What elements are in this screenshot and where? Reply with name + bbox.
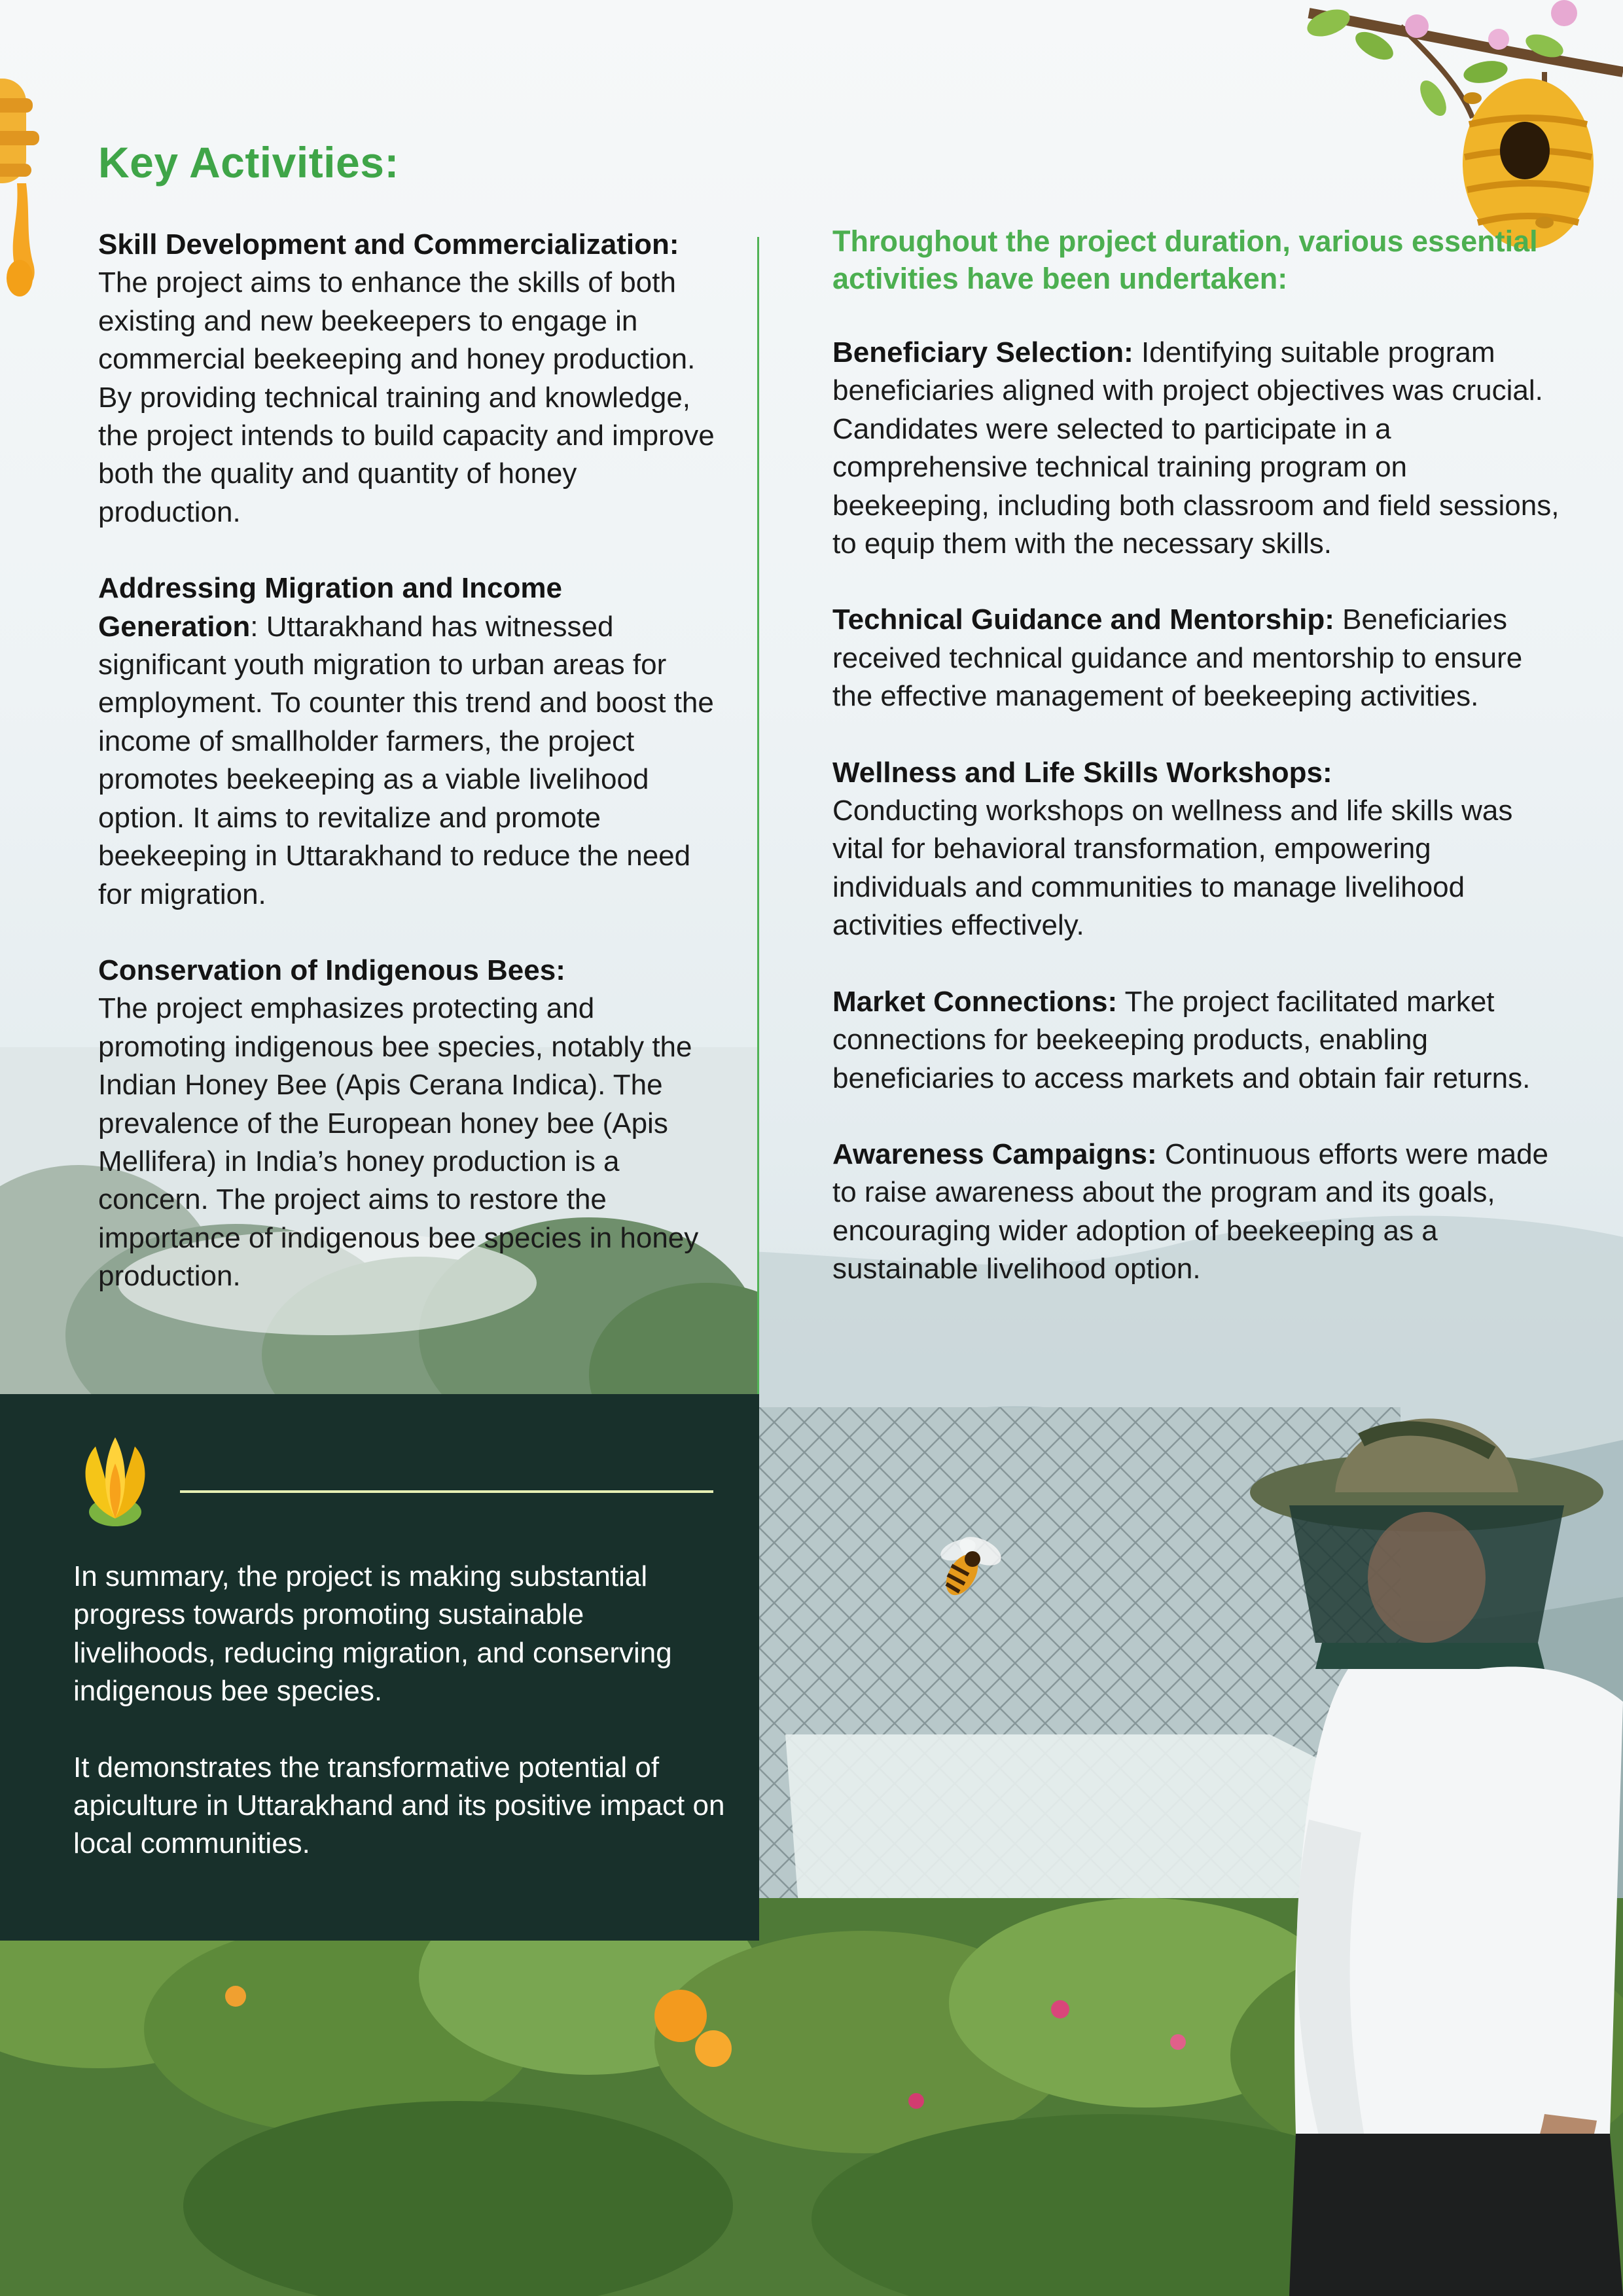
summary-paragraph: In summary, the project is making substantial progress towards promoting sustainable livelihoods, reducing migration, and conserving indigenous bee species. [73,1560,672,1708]
section-market-connections [832,983,1565,1098]
page-title: Key Activities: [98,138,399,187]
section-heading: Skill Development and Commercialization: [98,228,679,260]
column-divider [757,237,759,1394]
summary-text [73,1558,728,1901]
beekeeper-figure [1230,1361,1623,2296]
left-column [98,226,726,1334]
section-conservation [98,952,726,1296]
section-awareness-campaigns [832,1136,1565,1289]
section-wellness-workshops [832,754,1565,945]
summary-paragraph: It demonstrates the transformative potential of apiculture in Uttarakhand and its positive impact on local communities. [73,1751,725,1860]
section-beneficiary-selection [832,334,1565,563]
section-body: The project aims to enhance the skills of both existing and new beekeepers to engage in commercial beekeeping and honey production. By providing technical training and knowledge, the project intends to build capacity and improve both the quality and quantity of honey production. [98,266,715,528]
section-body: Continuous efforts were made to raise awareness about the program and its goals, encouraging wider adoption of beekeeping as a sustainable livelihood option. [832,1138,1549,1285]
section-heading: Conservation of Indigenous Bees: [98,954,565,986]
honey-dipper-icon [0,72,72,301]
section-body: Beneficiaries received technical guidance and mentorship to ensure the effective management of beekeeping activities. [832,603,1523,713]
section-technical-guidance [832,601,1565,715]
section-migration-income [98,569,726,914]
section-heading: Technical Guidance and Mentorship: [832,603,1334,636]
section-skill-development [98,226,726,531]
section-heading: Market Connections: [832,985,1118,1018]
section-heading: Awareness Campaigns: [832,1138,1157,1170]
yellow-flower-icon [71,1433,159,1532]
section-heading: Addressing Migration and Income Generation [98,572,562,643]
section-body: Conducting workshops on wellness and life skills was vital for behavioral transformation, empowering individuals and communities to manage livelihood activities effectively. [832,795,1513,942]
section-body: The project facilitated market connections for beekeeping products, enabling beneficiaries to access markets and obtain fair returns. [832,985,1531,1094]
summary-rule [180,1490,713,1493]
section-heading: Beneficiary Selection: [832,336,1133,368]
right-column [832,223,1565,1327]
honey-bee-icon [929,1532,1008,1604]
section-body: The project emphasizes protecting and promoting indigenous bee species, notably the Indian Honey Bee (Apis Cerana Indica). The prevalence of the European honey bee (Apis Mellifera) in India’s honey production is a concern. The project aims to restore the importance of indigenous bee species in honey production. [98,992,699,1293]
activities-intro: Throughout the project duration, various essential activities have been undertaken: [832,224,1538,295]
section-body: : Uttarakhand has witnessed significant youth migration to urban areas for employment. To counter this trend and boost the income of smallholder farmers, the project promotes beekeeping as a viable livelihood option. It aims to revitalize and promote beekeeping in Uttarakhand to reduce the need for migration. [98,610,714,910]
section-heading: Wellness and Life Skills Workshops: [832,756,1332,789]
section-body: Identifying suitable program beneficiaries aligned with project objectives was crucial. Candidates were selected to participate in a comprehensive technical training program on beekeeping, including both classroom and field sessions, to equip them with the necessary skills. [832,336,1560,560]
